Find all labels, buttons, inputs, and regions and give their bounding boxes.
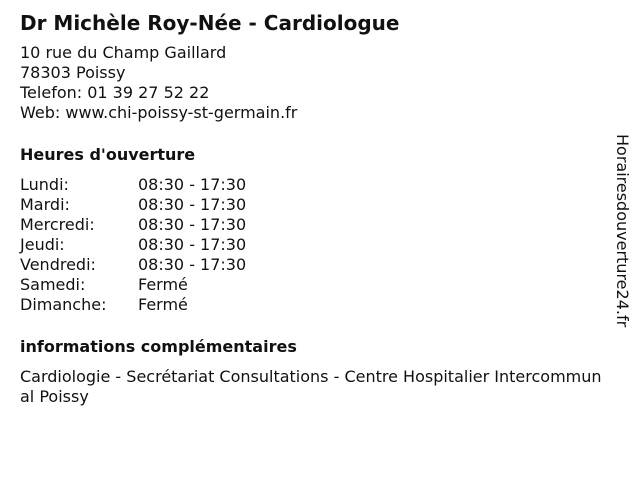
hours-time: 08:30 - 17:30 <box>138 175 247 194</box>
hours-time: 08:30 - 17:30 <box>138 235 247 254</box>
hours-time: 08:30 - 17:30 <box>138 255 247 274</box>
website-link: Web: www.chi-poissy-st-germain.fr <box>20 103 298 122</box>
hours-day: Mardi: <box>20 195 70 214</box>
hours-table <box>20 175 610 315</box>
info-description: Cardiologie - Secrétariat Consultations - Centre Hospitalier Intercommunal Poissy <box>20 367 602 406</box>
business-details <box>20 10 610 407</box>
page-title: Dr Michèle Roy-Née - Cardiologue <box>20 11 400 35</box>
hours-day: Lundi: <box>20 175 69 194</box>
hours-day: Mercredi: <box>20 215 95 234</box>
city-postcode: 78303 Poissy <box>20 63 126 82</box>
hours-time: Fermé <box>138 295 188 314</box>
hours-day: Vendredi: <box>20 255 96 274</box>
hours-row <box>20 215 610 235</box>
hours-row <box>20 295 610 315</box>
hours-day: Samedi: <box>20 275 86 294</box>
phone-number: Telefon: 01 39 27 52 22 <box>20 83 210 102</box>
hours-row <box>20 195 610 215</box>
hours-time: 08:30 - 17:30 <box>138 215 247 234</box>
hours-row <box>20 175 610 195</box>
hours-row <box>20 235 610 255</box>
hours-heading: Heures d'ouverture <box>20 145 196 164</box>
site-watermark: Horairesdouverture24.fr <box>613 134 632 328</box>
hours-row <box>20 275 610 295</box>
hours-row <box>20 255 610 275</box>
hours-day: Jeudi: <box>20 235 65 254</box>
hours-time: Fermé <box>138 275 188 294</box>
street-address: 10 rue du Champ Gaillard <box>20 43 227 62</box>
address-block <box>20 43 610 123</box>
hours-day: Dimanche: <box>20 295 107 314</box>
info-heading: informations complémentaires <box>20 337 297 356</box>
hours-time: 08:30 - 17:30 <box>138 195 247 214</box>
